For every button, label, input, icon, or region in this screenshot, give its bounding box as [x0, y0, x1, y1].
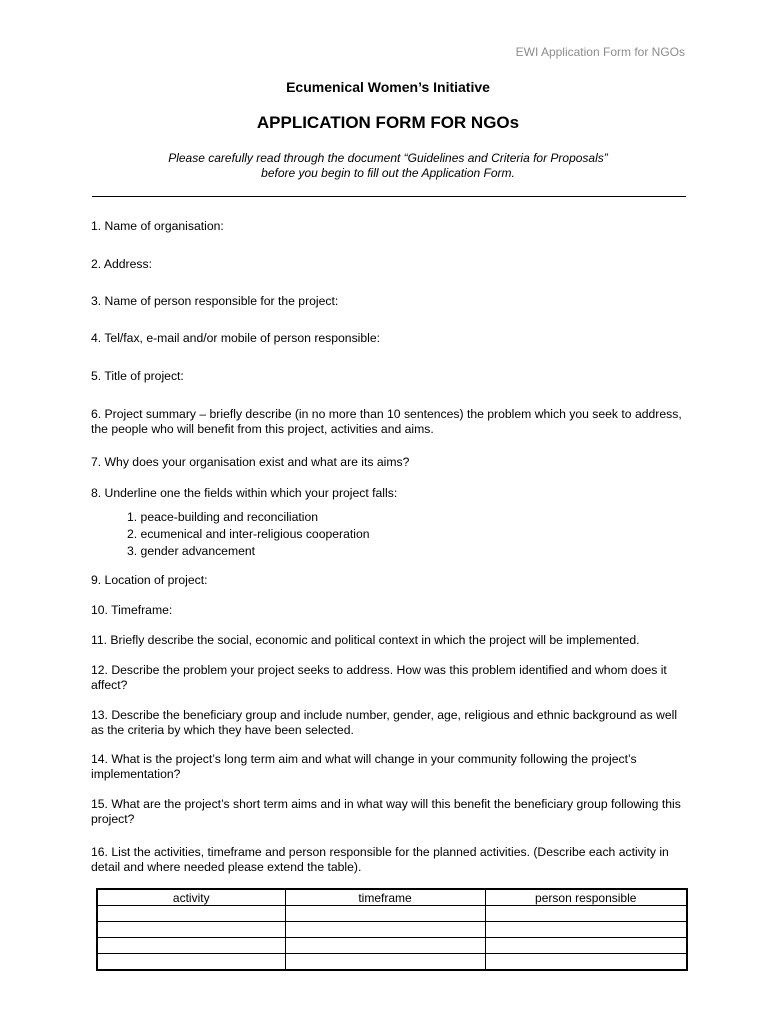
table-cell[interactable]: [97, 906, 285, 922]
table-cell[interactable]: [285, 938, 485, 954]
question-5: 5. Title of project:: [91, 369, 184, 383]
question-1: 1. Name of organisation:: [91, 219, 224, 233]
question-7: 7. Why does your organisation exist and what are its aims?: [91, 455, 410, 469]
intro-note: [0, 151, 768, 181]
question-6: 6. Project summary – briefly describe (in no more than 10 sentences) the problem which you seek to address, the people who will benefit from this project, activities and aims.: [91, 407, 682, 436]
question-2: 2. Address:: [91, 257, 152, 271]
table-row: [97, 954, 687, 971]
question-16: 16. List the activities, timeframe and person responsible for the planned activities. (Describe each activity in detail and where needed please extend the table).: [91, 845, 669, 874]
table-cell[interactable]: [485, 938, 687, 954]
table-cell[interactable]: [97, 938, 285, 954]
table-cell[interactable]: [97, 922, 285, 938]
table-cell[interactable]: [285, 954, 485, 971]
form-title: APPLICATION FORM FOR NGOs: [256, 113, 520, 132]
question-8: 8. Underline one the fields within which your project falls:: [91, 486, 398, 500]
question-15: 15. What are the project’s short term aims and in what way will this benefit the beneficiary group following this project?: [91, 797, 681, 826]
field-option: 3. gender advancement: [127, 544, 256, 558]
question-4: 4. Tel/fax, e-mail and/or mobile of person responsible:: [91, 331, 381, 345]
field-option: 1. peace-building and reconciliation: [127, 510, 319, 524]
field-option: 2. ecumenical and inter-religious cooperation: [127, 527, 370, 541]
organisation-title: Ecumenical Women’s Initiative: [286, 79, 490, 95]
activities-table: [96, 888, 688, 971]
table-row: [97, 922, 687, 938]
running-header: EWI Application Form for NGOs: [515, 45, 685, 59]
table-cell[interactable]: [285, 922, 485, 938]
table-cell[interactable]: [97, 954, 285, 971]
column-header-timeframe: timeframe: [285, 889, 485, 906]
table-row: [97, 906, 687, 922]
column-header-activity: activity: [97, 889, 285, 906]
table-row: [97, 938, 687, 954]
question-12: 12. Describe the problem your project seeks to address. How was this problem identified and whom does it affect?: [91, 663, 667, 692]
question-9: 9. Location of project:: [91, 573, 208, 587]
field-options: [127, 509, 370, 560]
question-13: 13. Describe the beneficiary group and include number, gender, age, religious and ethnic background as well as the criteria by which they have been selected.: [91, 708, 678, 737]
intro-line-1: Please carefully read through the document “Guidelines and Criteria for Proposals”: [168, 151, 608, 165]
question-3: 3. Name of person responsible for the project:: [91, 294, 339, 308]
table-cell[interactable]: [485, 906, 687, 922]
question-10: 10. Timeframe:: [91, 603, 173, 617]
table-cell[interactable]: [485, 954, 687, 971]
table-header-row: [97, 889, 687, 906]
intro-line-2: before you begin to fill out the Application Form.: [261, 166, 515, 180]
table-cell[interactable]: [285, 906, 485, 922]
question-11: 11. Briefly describe the social, economic and political context in which the project will be implemented.: [91, 633, 640, 647]
question-14: 14. What is the project’s long term aim and what will change in your community following the project’s implementation?: [91, 752, 637, 781]
divider: [92, 196, 686, 197]
table-cell[interactable]: [485, 922, 687, 938]
column-header-person-responsible: person responsible: [485, 889, 687, 906]
